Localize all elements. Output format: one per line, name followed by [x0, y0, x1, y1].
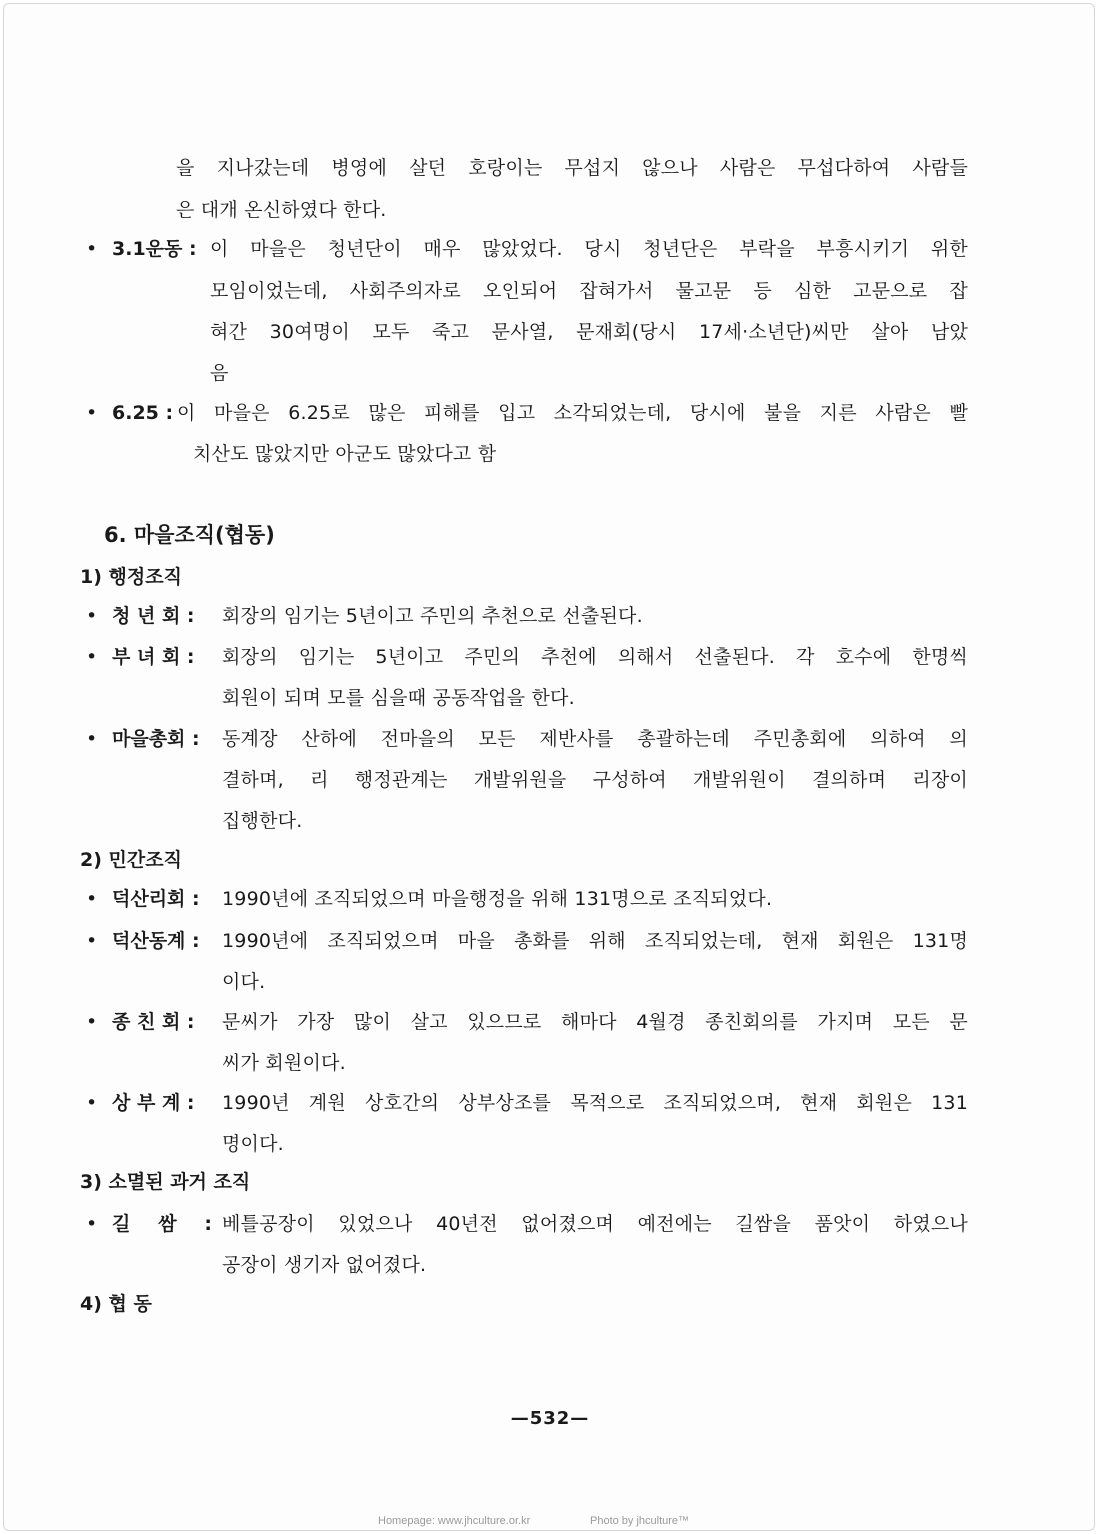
- civil-label-mutual: 상 부 계 :: [112, 1092, 195, 1114]
- civil-mutual-line-1: 1990년 계원 상호간의 상부상조를 목적으로 조직되었으며, 현재 회원은 131: [222, 1092, 968, 1114]
- civil-deoksan-dong-line-1: 1990년에 조직되었으며 마을 총화를 위해 조직되었는데, 현재 회원은 131명: [222, 930, 968, 952]
- history-label-625: 6.25 :: [112, 402, 174, 424]
- history-march1-line-1: 이 마을은 청년단이 매우 많았었다. 당시 청년단은 부락을 부흥시키기 위한: [210, 238, 968, 260]
- bullet-icon: •: [86, 402, 98, 424]
- footer-homepage: Homepage: www.jhculture.or.kr: [378, 1515, 531, 1527]
- admin-label-youth: 청 년 회 :: [112, 605, 195, 627]
- bullet-icon: •: [86, 1213, 98, 1235]
- past-weaving-line-1: 베틀공장이 있었으나 40년전 없어졌으며 예전에는 길쌈을 품앗이 하였으나: [222, 1213, 968, 1235]
- bullet-icon: •: [86, 888, 98, 910]
- history-label-march1: 3.1운동 :: [112, 238, 197, 260]
- admin-assembly-line-1: 동계장 산하에 전마을의 모든 제반사를 총괄하는데 주민총회에 의하여 의: [222, 728, 968, 750]
- civil-title: 2) 민간조직: [80, 849, 182, 871]
- admin-title: 1) 행정조직: [80, 566, 182, 588]
- admin-label-assembly: 마을총회 :: [112, 728, 200, 750]
- intro-line-2: 은 대개 온신하였다 한다.: [176, 199, 387, 221]
- section-title: 6. 마을조직(협동): [104, 523, 275, 547]
- past-weaving-line-2: 공장이 생기자 없어졌다.: [222, 1254, 427, 1276]
- civil-deoksan-ri-line-1: 1990년에 조직되었으며 마을행정을 위해 131명으로 조직되었다.: [222, 888, 773, 910]
- history-march1-line-4: 음: [210, 362, 229, 384]
- admin-women-line-2: 회원이 되며 모를 심을때 공동작업을 한다.: [222, 687, 575, 709]
- civil-label-deoksan-ri: 덕산리회 :: [112, 888, 200, 910]
- bullet-icon: •: [86, 238, 98, 260]
- bullet-icon: •: [86, 728, 98, 750]
- bullet-icon: •: [86, 1092, 98, 1114]
- coop-title: 4) 협 동: [80, 1293, 152, 1315]
- history-march1-line-2: 모임이었는데, 사회주의자로 오인되어 잡혀가서 물고문 등 심한 고문으로 잡: [210, 280, 968, 302]
- footer-photo-credit: Photo by jhculture™: [590, 1515, 690, 1527]
- intro-line-1: 을 지나갔는데 병영에 살던 호랑이는 무섭지 않으나 사람은 무섭다하여 사람들: [176, 157, 968, 179]
- past-label-weaving: 길 쌈 :: [112, 1213, 212, 1235]
- admin-women-line-1: 회장의 임기는 5년이고 주민의 추천에 의해서 선출된다. 각 호수에 한명씩: [222, 646, 968, 668]
- civil-mutual-line-2: 명이다.: [222, 1133, 284, 1155]
- bullet-icon: •: [86, 646, 98, 668]
- admin-label-women: 부 녀 회 :: [112, 646, 195, 668]
- civil-label-deoksan-dong: 덕산동계 :: [112, 930, 200, 952]
- civil-clan-line-1: 문씨가 가장 많이 살고 있으므로 해마다 4월경 종친회의를 가지며 모든 문: [222, 1011, 968, 1033]
- page-frame: [3, 3, 1095, 1531]
- history-625-line-2: 치산도 많았지만 아군도 많았다고 함: [193, 443, 497, 465]
- history-625-line-1: 이 마을은 6.25로 많은 피해를 입고 소각되었는데, 당시에 불을 지른 사람은 빨: [177, 402, 968, 424]
- history-march1-line-3: 혀간 30여명이 모두 죽고 문사열, 문재회(당시 17세·소년단)씨만 살아 남았: [210, 321, 968, 343]
- civil-deoksan-dong-line-2: 이다.: [222, 971, 266, 993]
- bullet-icon: •: [86, 605, 98, 627]
- admin-youth-line-1: 회장의 임기는 5년이고 주민의 추천으로 선출된다.: [222, 605, 643, 627]
- past-title: 3) 소멸된 과거 조직: [80, 1171, 251, 1193]
- admin-assembly-line-3: 집행한다.: [222, 810, 303, 832]
- bullet-icon: •: [86, 930, 98, 952]
- bullet-icon: •: [86, 1011, 98, 1033]
- page-number: —532—: [510, 1408, 590, 1429]
- civil-clan-line-2: 씨가 회원이다.: [222, 1052, 346, 1074]
- admin-assembly-line-2: 결하며, 리 행정관계는 개발위원을 구성하여 개발위원이 결의하며 리장이: [222, 769, 968, 791]
- civil-label-clan: 종 친 회 :: [112, 1011, 195, 1033]
